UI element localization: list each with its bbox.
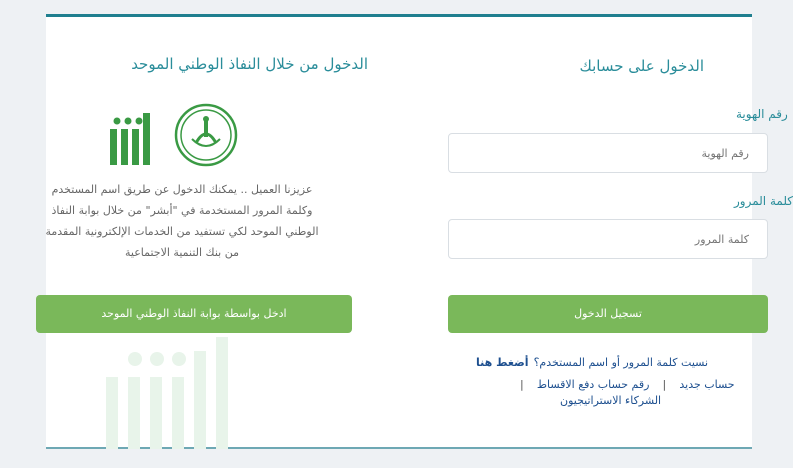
nafath-login-button[interactable]: ادخل بواسطة بوابة النفاذ الوطني الموحد <box>36 295 352 333</box>
nafath-description <box>22 179 342 263</box>
id-label: رقم الهوية <box>736 107 788 121</box>
emblem-icon <box>174 103 238 171</box>
absher-logo-icon <box>106 105 158 175</box>
link-separator: | <box>662 378 667 391</box>
link-separator: | <box>520 378 524 391</box>
nafath-title: الدخول من خلال النفاذ الوطني الموحد <box>131 55 368 73</box>
partners-link[interactable]: الشركاء الاستراتيجيون <box>560 394 662 407</box>
installments-account-link[interactable]: رقم حساب دفع الاقساط <box>536 378 650 391</box>
absher-watermark-icon <box>102 337 252 453</box>
login-submit-button[interactable]: تسجيل الدخول <box>448 295 768 333</box>
nafath-description-line: عزيزنا العميل .. يمكنك الدخول عن طريق اسم المستخدم <box>51 183 313 196</box>
forgot-text: نسيت كلمة المرور أو اسم المستخدم؟ <box>533 356 709 369</box>
nafath-description-line: وكلمة المرور المستخدمة في "أبشر" من خلال بوابة النفاذ <box>51 204 313 217</box>
forgot-row <box>476 351 708 370</box>
forgot-link[interactable]: أضغط هنا <box>476 356 529 369</box>
account-links-row <box>512 373 735 392</box>
id-input[interactable] <box>448 133 768 173</box>
login-title: الدخول على حسابك <box>579 57 704 75</box>
login-card <box>45 14 793 449</box>
nafath-description-line: الوطني الموحد لكي تستفيد من الخدمات الإلكترونية المقدمة <box>45 225 319 238</box>
password-label: كلمة المرور <box>734 194 793 208</box>
nafath-description-line: من بنك التنمية الاجتماعية <box>125 246 239 259</box>
password-input[interactable] <box>448 219 768 259</box>
new-account-link[interactable]: حساب جديد <box>679 378 735 391</box>
